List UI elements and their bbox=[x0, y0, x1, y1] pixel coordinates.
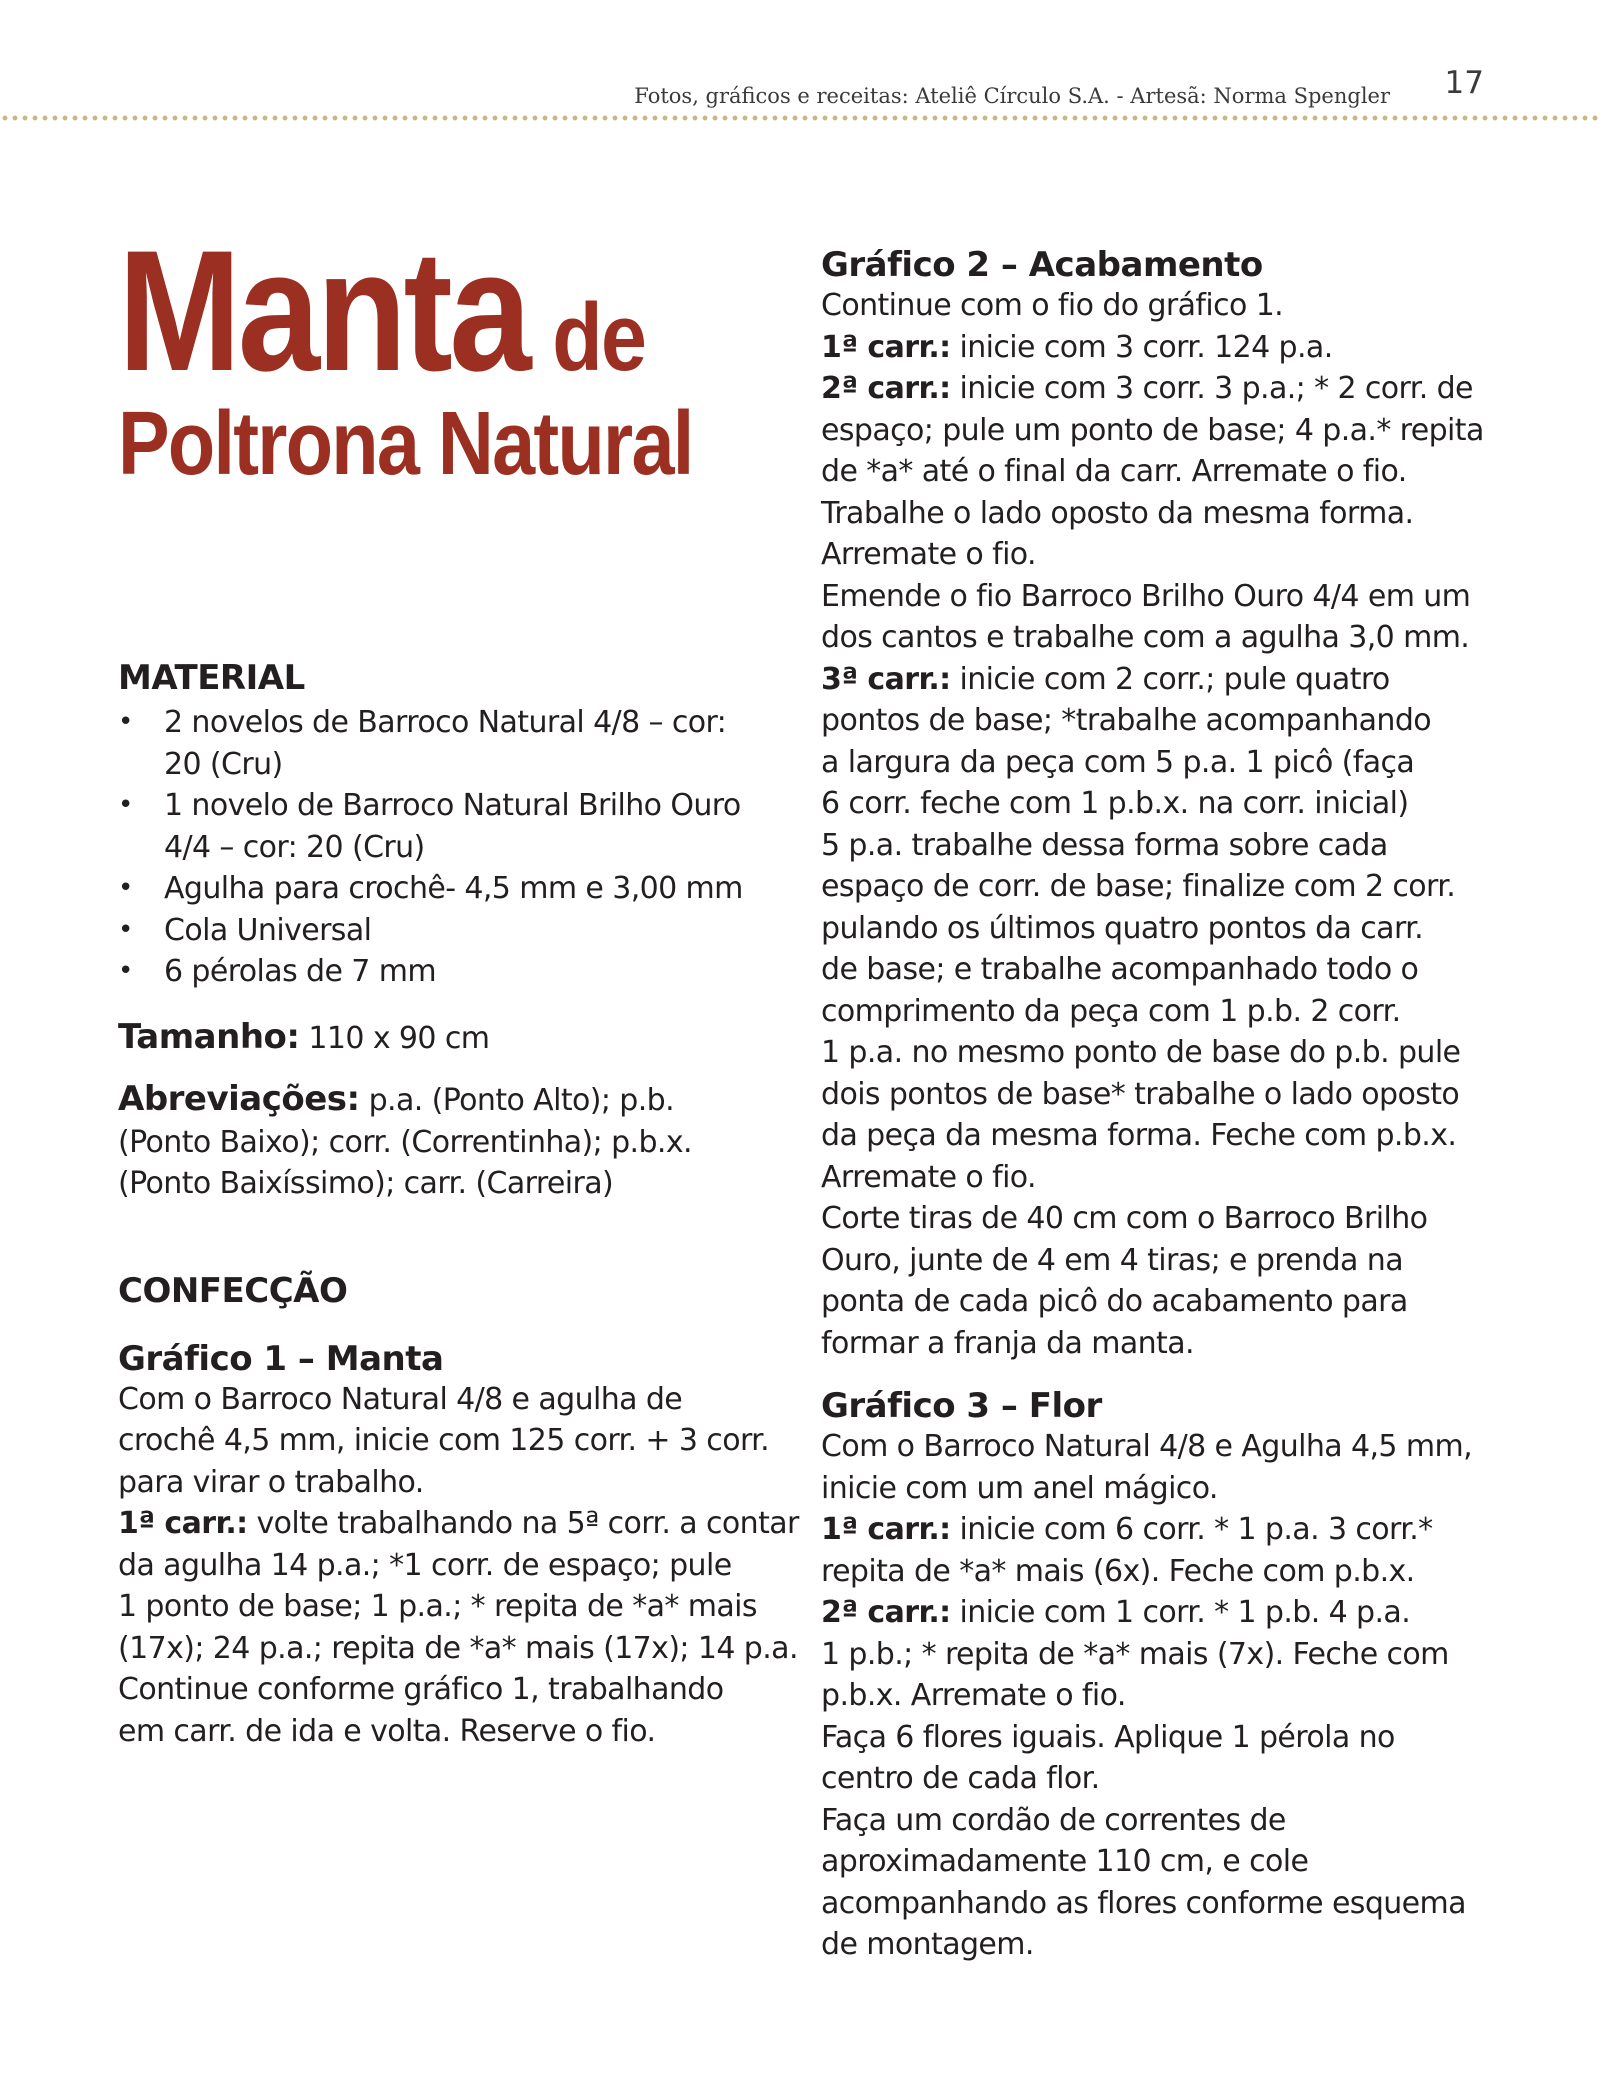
row-text: Com o Barroco Natural 4/8 e Agulha 4,5 mm, bbox=[821, 1429, 1473, 1464]
text-line bbox=[821, 1323, 1521, 1365]
row-text: centro de cada flor. bbox=[821, 1761, 1100, 1796]
title-manta: Manta bbox=[118, 215, 529, 407]
list-item: • 2 novelos de Barroco Natural 4/8 – cor: 20 (Cru) bbox=[118, 705, 727, 782]
text-line bbox=[821, 1924, 1521, 1966]
material-list bbox=[118, 702, 798, 993]
list-item: • 1 novelo de Barroco Natural Brilho Ouro 4/4 – cor: 20 (Cru) bbox=[118, 788, 741, 865]
row-text: da agulha 14 p.a.; *1 corr. de espaço; pule bbox=[118, 1547, 732, 1583]
text-line bbox=[821, 866, 1521, 908]
row-text: comprimento da peça com 1 p.b. 2 corr. bbox=[821, 993, 1401, 1029]
text-line bbox=[821, 1509, 1521, 1551]
text-line bbox=[821, 700, 1521, 742]
text-line bbox=[821, 617, 1521, 659]
text-line bbox=[821, 1717, 1521, 1759]
row-text: Arremate o fio. bbox=[821, 537, 1036, 572]
row-text: ponta de cada picô do acabamento para bbox=[821, 1284, 1408, 1319]
row-text: Com o Barroco Natural 4/8 e agulha de bbox=[118, 1381, 683, 1417]
abreviacoes-line-2: (Ponto Baixo); corr. (Correntinha); p.b.x. bbox=[118, 1124, 692, 1160]
grafico2-heading: Gráfico 2 – Acabamento bbox=[821, 245, 1263, 285]
row-text: Ouro, junte de 4 em 4 tiras; e prenda na bbox=[821, 1242, 1403, 1278]
row-text: 6 corr. feche com 1 p.b.x. na corr. inicial) bbox=[821, 786, 1409, 821]
material-item-2a: 1 novelo de Barroco Natural Brilho Ouro bbox=[164, 788, 741, 823]
row-text: repita de *a* mais (6x). Feche com p.b.x. bbox=[821, 1553, 1415, 1589]
row-text: aproximadamente 110 cm, e cole bbox=[821, 1844, 1309, 1879]
tamanho-label: Tamanho: bbox=[118, 1016, 300, 1057]
row-text: dos cantos e trabalhe com a agulha 3,0 mm. bbox=[821, 620, 1470, 655]
credits-line: Fotos, gráficos e receitas: Ateliê Círculo S.A. - Artesã: Norma Spengler bbox=[634, 84, 1390, 108]
text-line bbox=[821, 1157, 1521, 1199]
row-text: de *a* até o final da carr. Arremate o fio. bbox=[821, 454, 1407, 489]
row-text: Faça um cordão de correntes de bbox=[821, 1802, 1286, 1838]
row-text: de montagem. bbox=[821, 1927, 1034, 1962]
right-column bbox=[821, 245, 1521, 1966]
text-line bbox=[821, 991, 1521, 1033]
row-text: Continue conforme gráfico 1, trabalhando bbox=[118, 1672, 724, 1707]
row-label: 1ª carr.: bbox=[118, 1506, 248, 1541]
material-item-1b: 20 (Cru) bbox=[164, 746, 283, 782]
text-line bbox=[118, 1503, 798, 1545]
list-item: • Cola Universal bbox=[118, 912, 372, 948]
text-line bbox=[821, 1758, 1521, 1800]
grafico3-text bbox=[821, 1426, 1521, 1966]
text-line bbox=[821, 742, 1521, 784]
list-item: • 6 pérolas de 7 mm bbox=[118, 954, 436, 989]
row-text: da peça da mesma forma. Feche com p.b.x. bbox=[821, 1118, 1457, 1153]
text-line bbox=[821, 285, 1521, 327]
title-de: de bbox=[552, 284, 646, 391]
material-item-2b: 4/4 – cor: 20 (Cru) bbox=[164, 829, 425, 865]
row-text: Corte tiras de 40 cm com o Barroco Brilho bbox=[821, 1201, 1428, 1236]
list-item: • Agulha para crochê- 4,5 mm e 3,00 mm bbox=[118, 871, 743, 906]
row-text: inicie com 6 corr. * 1 p.a. 3 corr.* bbox=[950, 1512, 1433, 1547]
row-text: dois pontos de base* trabalhe o lado oposto bbox=[821, 1076, 1460, 1112]
abreviacoes-line-1 bbox=[118, 1079, 798, 1122]
text-line bbox=[821, 825, 1521, 867]
row-text: (17x); 24 p.a.; repita de *a* mais (17x); 14 p.a. bbox=[118, 1630, 798, 1666]
text-line bbox=[821, 1841, 1521, 1883]
row-text: Emende o fio Barroco Brilho Ouro 4/4 em um bbox=[821, 578, 1471, 614]
abreviacoes-label: Abreviações: bbox=[118, 1079, 360, 1119]
text-line bbox=[821, 534, 1521, 576]
row-text: acompanhando as flores conforme esquema bbox=[821, 1885, 1466, 1921]
text-line bbox=[118, 1669, 798, 1711]
text-line bbox=[821, 1800, 1521, 1842]
text-line bbox=[821, 1551, 1521, 1593]
grafico1-text bbox=[118, 1379, 798, 1753]
row-label: 1ª carr.: bbox=[821, 1512, 951, 1547]
row-text: inicie com um anel mágico. bbox=[821, 1470, 1218, 1506]
row-text: p.b.x. Arremate o fio. bbox=[821, 1678, 1126, 1713]
text-line bbox=[118, 1379, 798, 1421]
text-line bbox=[821, 1115, 1521, 1157]
tamanho-line bbox=[118, 1017, 798, 1060]
text-line bbox=[118, 1628, 798, 1670]
abreviacoes-text-1: p.a. (Ponto Alto); p.b. bbox=[359, 1083, 675, 1118]
tamanho-value: 110 x 90 cm bbox=[299, 1020, 490, 1056]
row-text: Trabalhe o lado oposto da mesma forma. bbox=[821, 495, 1414, 531]
text-line bbox=[821, 1592, 1521, 1634]
text-line bbox=[118, 1711, 798, 1753]
material-item-4: Cola Universal bbox=[164, 912, 372, 948]
title-line-1 bbox=[118, 215, 703, 407]
text-line bbox=[821, 1468, 1521, 1510]
row-text: para virar o trabalho. bbox=[118, 1464, 424, 1500]
left-column bbox=[118, 215, 799, 1752]
row-text: pulando os últimos quatro pontos da carr. bbox=[821, 910, 1424, 946]
text-line bbox=[821, 1426, 1521, 1468]
row-text: formar a franja da manta. bbox=[821, 1325, 1194, 1361]
row-text: 1 p.b.; * repita de *a* mais (7x). Feche com bbox=[821, 1636, 1449, 1672]
row-text: espaço; pule um ponto de base; 4 p.a.* repita bbox=[821, 412, 1484, 448]
row-text: inicie com 1 corr. * 1 p.b. 4 p.a. bbox=[950, 1595, 1411, 1630]
text-line bbox=[821, 908, 1521, 950]
text-line bbox=[821, 1883, 1521, 1925]
text-line bbox=[821, 451, 1521, 493]
row-text: inicie com 3 corr. 3 p.a.; * 2 corr. de bbox=[950, 371, 1473, 406]
row-text: pontos de base; *trabalhe acompanhando bbox=[821, 703, 1432, 738]
text-line bbox=[821, 493, 1521, 535]
dotted-rule bbox=[0, 114, 1600, 122]
text-line bbox=[821, 1074, 1521, 1116]
confeccao-heading: CONFECÇÃO bbox=[118, 1270, 348, 1311]
row-text: Faça 6 flores iguais. Aplique 1 pérola no bbox=[821, 1719, 1395, 1755]
row-label: 2ª carr.: bbox=[821, 371, 951, 406]
row-text: inicie com 2 corr.; pule quatro bbox=[950, 661, 1390, 697]
row-text: Continue com o fio do gráfico 1. bbox=[821, 288, 1284, 323]
text-line bbox=[821, 1198, 1521, 1240]
text-line bbox=[118, 1420, 798, 1462]
text-line bbox=[821, 1281, 1521, 1323]
row-text: volte trabalhando na 5ª corr. a contar bbox=[247, 1506, 799, 1541]
text-line bbox=[821, 410, 1521, 452]
row-text: inicie com 3 corr. 124 p.a. bbox=[950, 329, 1333, 365]
row-text: espaço de corr. de base; finalize com 2 corr. bbox=[821, 869, 1456, 904]
material-heading: MATERIAL bbox=[118, 658, 305, 698]
text-line bbox=[821, 659, 1521, 701]
row-label: 1ª carr.: bbox=[821, 329, 951, 365]
row-text: 1 p.a. no mesmo ponto de base do p.b. pule bbox=[821, 1035, 1461, 1070]
row-text: a largura da peça com 5 p.a. 1 picô (faça bbox=[821, 744, 1415, 780]
grafico1-heading: Gráfico 1 – Manta bbox=[118, 1338, 444, 1379]
grafico2-text bbox=[821, 285, 1521, 1364]
row-text: em carr. de ida e volta. Reserve o fio. bbox=[118, 1713, 656, 1749]
text-line bbox=[118, 1545, 798, 1587]
material-item-5: 6 pérolas de 7 mm bbox=[164, 954, 436, 989]
text-line bbox=[821, 1634, 1521, 1676]
material-item-1a: 2 novelos de Barroco Natural 4/8 – cor: bbox=[164, 705, 727, 740]
abreviacoes-line-3: (Ponto Baixíssimo); carr. (Carreira) bbox=[118, 1166, 614, 1201]
row-label: 3ª carr.: bbox=[821, 661, 951, 697]
grafico3-heading: Gráfico 3 – Flor bbox=[821, 1386, 1102, 1426]
text-line bbox=[821, 576, 1521, 618]
row-text: de base; e trabalhe acompanhado todo o bbox=[821, 952, 1419, 987]
text-line bbox=[821, 327, 1521, 369]
row-label: 2ª carr.: bbox=[821, 1595, 951, 1630]
row-text: 1 ponto de base; 1 p.a.; * repita de *a* mais bbox=[118, 1589, 757, 1624]
material-item-3: Agulha para crochê- 4,5 mm e 3,00 mm bbox=[164, 871, 743, 906]
text-line bbox=[118, 1586, 798, 1628]
text-line bbox=[821, 1675, 1521, 1717]
text-line bbox=[821, 368, 1521, 410]
text-line bbox=[821, 949, 1521, 991]
text-line bbox=[821, 783, 1521, 825]
page-number: 17 bbox=[1444, 65, 1484, 101]
text-line bbox=[821, 1032, 1521, 1074]
row-text: crochê 4,5 mm, inicie com 125 corr. + 3 corr. bbox=[118, 1423, 770, 1458]
title-line-2: Poltrona Natural bbox=[118, 394, 693, 494]
page-header bbox=[0, 50, 1600, 120]
text-line bbox=[821, 1240, 1521, 1282]
row-text: Arremate o fio. bbox=[821, 1159, 1036, 1195]
row-text: 5 p.a. trabalhe dessa forma sobre cada bbox=[821, 827, 1388, 863]
text-line bbox=[118, 1462, 798, 1504]
